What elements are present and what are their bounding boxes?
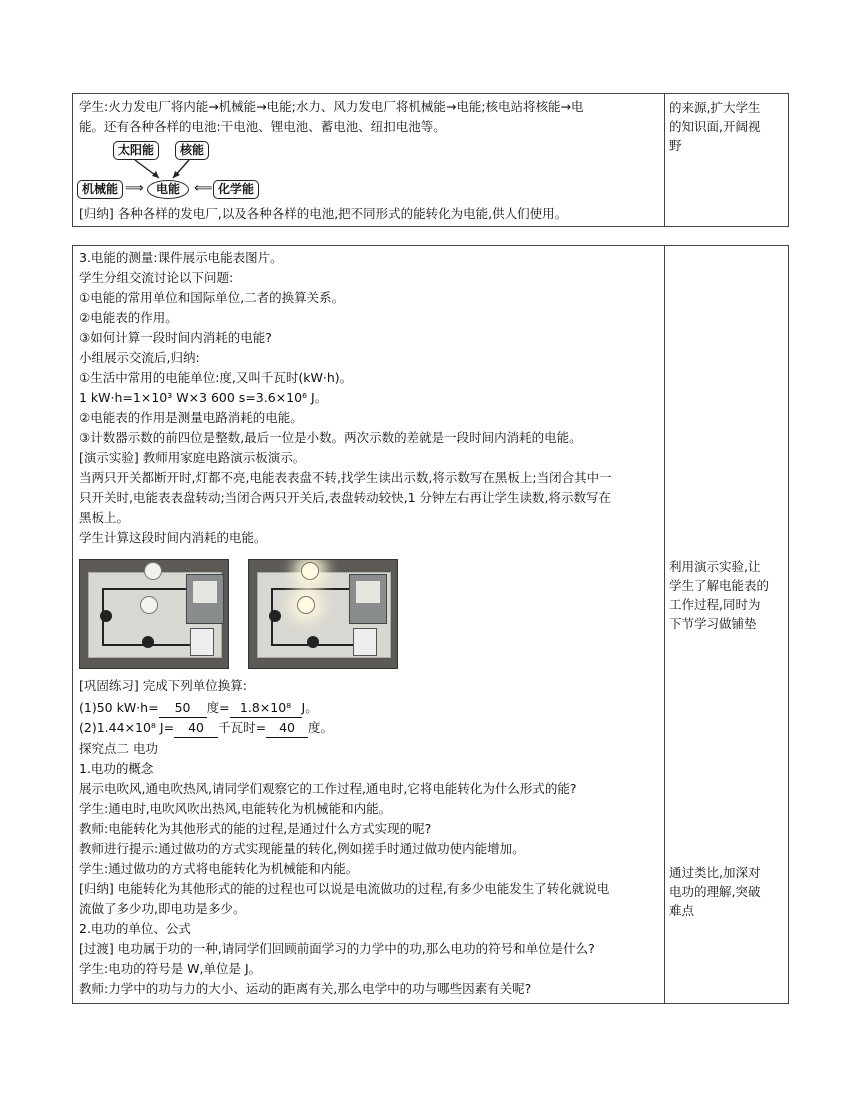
text-line: 教师:电能转化为其他形式的能的过程,是通过什么方式实现的呢? [79,821,432,836]
text-line: 当两只开关都断开时,灯都不亮,电能表表盘不转,找学生读出示数,将示数写在黑板上;当闭合其中一 [79,470,612,485]
text-line: 黑板上。 [79,510,130,525]
text-line: 学生计算这段时间内消耗的电能。 [79,530,267,545]
lesson-table-1 [72,93,789,227]
text-line: [过渡] 电功属于功的一种,请同学们回顾前面学习的力学中的功,那么电功的符号和单位是什么? [79,941,595,956]
circuit-photo-off [79,559,229,669]
text-line: 1.电功的概念 [79,761,154,776]
bulb-icon [144,562,162,580]
text-line: ①生活中常用的电能单位:度,又叫千瓦时(kW·h)。 [79,370,353,385]
text-line: ②电能表的作用是测量电路消耗的电能。 [79,410,303,425]
practice-title: [巩固练习] 完成下列单位换算: [79,678,247,693]
text-line: 3.电能的测量:课件展示电能表图片。 [79,250,283,265]
text-line: 学生:通电时,电吹风吹出热风,电能转化为机械能和内能。 [79,801,392,816]
note-line: 通过类比,加深对 [669,865,761,880]
practice-question-1: (1)50 kW·h= 50 度= 1.8×10⁸ J。 [79,699,318,718]
summary-line: [归纳] 各种各样的发电厂,以及各种各样的电池,把不同形式的能转化为电能,供人们使用。 [79,206,568,221]
note-line: 工作过程,同时为 [669,597,761,612]
text-line: 学生分组交流讨论以下问题: [79,270,234,285]
text-line: [归纳] 电能转化为其他形式的能的过程也可以说是电流做功的过程,有多少电能发生了转化就说电 [79,881,610,896]
socket-icon [353,628,377,656]
bulb-icon [140,596,158,614]
text-line: 展示电吹风,通电吹热风,请同学们观察它的工作过程,通电时,它将电能转化为什么形式的能? [79,781,577,796]
lesson-table-2 [72,245,789,1004]
text-line: 能。还有各种各样的电池:干电池、锂电池、蓄电池、纽扣电池等。 [79,119,446,134]
chemical-energy-box: 化学能 [213,180,259,199]
energy-conversion-diagram [73,138,273,200]
note-line: 的来源,扩大学生 [669,100,761,115]
text-line: 学生:火力发电厂将内能→机械能→电能;水力、风力发电厂将机械能→电能;核电站将核能→电 [79,99,584,114]
diagram-arrows [73,138,273,200]
switch-icon [142,636,154,648]
table-1-content-cell [73,94,665,226]
electric-meter-icon [186,574,224,624]
text-line: ③如何计算一段时间内消耗的电能? [79,330,272,345]
answer-blank: 50 [159,699,207,718]
circuit-photo-on [248,559,398,669]
arrow-right-icon: ⟹ [125,181,144,196]
note-line: 的知识面,开阔视 [669,119,761,134]
text-line: 学生:电功的符号是 W,单位是 J。 [79,961,262,976]
text-line: 教师进行提示:通过做功的方式实现能量的转化,例如搓手时通过做功使内能增加。 [79,841,525,856]
text-line: 学生:通过做功的方式将电能转化为机械能和内能。 [79,861,359,876]
lit-bulb-icon [301,562,319,580]
switch-icon [100,610,112,622]
note-demo-purpose [669,557,769,633]
switch-icon [307,636,319,648]
text-line: 2.电功的单位、公式 [79,921,191,936]
text-line: ①电能的常用单位和国际单位,二者的换算关系。 [79,290,345,305]
table-2-content-cell [73,246,665,1003]
table-2-note-cell [663,246,788,1003]
mechanical-energy-box: 机械能 [77,180,123,199]
note-line: 难点 [669,903,695,918]
text-line: 小组展示交流后,归纳: [79,350,200,365]
answer-blank: 40 [266,719,308,738]
text-line: [演示实验] 教师用家庭电路演示板演示。 [79,450,306,465]
answer-blank: 1.8×10⁸ [230,699,302,718]
text-line: 探究点二 电功 [79,741,158,756]
practice-question-2: (2)1.44×10⁸ J= 40 千瓦时= 40 度。 [79,719,333,738]
table-1-note-cell [663,94,788,226]
answer-blank: 40 [174,719,218,738]
text-line: ②电能表的作用。 [79,310,178,325]
electric-meter-icon [349,574,387,624]
text-line: ③计数器示数的前四位是整数,最后一位是小数。两次示数的差就是一段时间内消耗的电能。 [79,430,582,445]
note-line: 利用演示实验,让 [669,559,761,574]
text-line: 1 kW·h=1×10³ W×3 600 s=3.6×10⁶ J。 [79,390,328,405]
arrow-left-icon: ⟸ [194,181,213,196]
solar-energy-box: 太阳能 [113,141,159,160]
note-line: 学生了解电能表的 [669,578,770,593]
text-line: 流做了多少功,即电功是多少。 [79,901,246,916]
lit-bulb-icon [297,596,315,614]
note-analogy [669,863,760,920]
note-line: 野 [669,138,682,153]
text-line: 只开关时,电能表表盘转动;当闭合两只开关后,表盘转动较快,1 分钟左右再让学生读数,将示数写在 [79,490,612,505]
electric-energy-ellipse: 电能 [147,180,189,199]
text-line: 教师:力学中的功与力的大小、运动的距离有关,那么电学中的功与哪些因素有关呢? [79,981,532,996]
switch-icon [269,610,281,622]
socket-icon [190,628,214,656]
note-line: 下节学习做铺垫 [669,616,757,631]
nuclear-energy-box: 核能 [175,141,209,160]
note-line: 电功的理解,突破 [669,884,761,899]
